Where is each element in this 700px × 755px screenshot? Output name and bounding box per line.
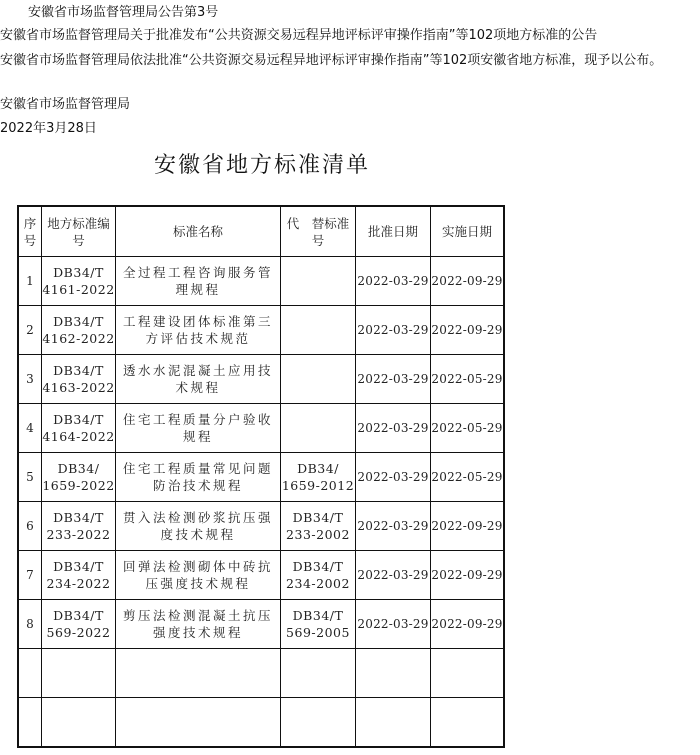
row-effective: 2022-09-29 [431,551,505,600]
header-effective: 实施日期 [431,206,505,257]
standards-table [17,205,505,748]
row-no: 5 [18,453,42,502]
row-no: 7 [18,551,42,600]
row-name: 回弹法检测砌体中砖抗压强度技术规程 [116,551,281,600]
announcement-number: 安徽省市场监督管理局公告第3号 [28,5,219,20]
header-replaced: 代 替标准号 [281,206,356,257]
row-code [42,698,116,748]
table-row [18,600,504,649]
row-replaced [281,649,356,698]
row-effective [431,698,505,748]
row-name: 全过程工程咨询服务管理规程 [116,257,281,306]
row-replaced: DB34/T 234-2002 [281,551,356,600]
row-code: DB34/T 234-2022 [42,551,116,600]
row-approved: 2022-03-29 [356,257,431,306]
row-code: DB34/T 233-2022 [42,502,116,551]
row-effective: 2022-05-29 [431,453,505,502]
list-title: 安徽省地方标准清单 [153,153,370,178]
row-name: 透水水泥混凝土应用技术规程 [116,355,281,404]
row-name: 住宅工程质量常见问题防治技术规程 [116,453,281,502]
row-name: 剪压法检测混凝土抗压强度技术规程 [116,600,281,649]
issuer: 安徽省市场监督管理局 [0,97,131,112]
table-row [18,355,504,404]
table-row-empty [18,649,504,698]
row-replaced [281,355,356,404]
row-approved [356,649,431,698]
row-approved: 2022-03-29 [356,502,431,551]
row-replaced: DB34/ 1659-2012 [281,453,356,502]
row-name: 住宅工程质量分户验收规程 [116,404,281,453]
row-no [18,649,42,698]
row-code: DB34/T 4163-2022 [42,355,116,404]
row-name: 贯入法检测砂浆抗压强度技术规程 [116,502,281,551]
row-approved: 2022-03-29 [356,600,431,649]
row-effective [431,649,505,698]
row-replaced [281,404,356,453]
announcement-headline: 安徽省市场监督管理局关于批准发布“公共资源交易远程异地评标评审操作指南”等102项地方标准的公告 [0,28,598,43]
row-no: 3 [18,355,42,404]
table-header-row [18,206,504,257]
row-no: 6 [18,502,42,551]
row-approved: 2022-03-29 [356,551,431,600]
row-name [116,698,281,748]
row-effective: 2022-05-29 [431,404,505,453]
header-no: 序号 [18,206,42,257]
row-code: DB34/T 4164-2022 [42,404,116,453]
row-effective: 2022-09-29 [431,600,505,649]
table-row-empty [18,698,504,748]
table-row [18,404,504,453]
row-effective: 2022-09-29 [431,257,505,306]
row-code [42,649,116,698]
row-code: DB34/T 4161-2022 [42,257,116,306]
row-approved [356,698,431,748]
row-replaced [281,698,356,748]
table-row [18,551,504,600]
row-approved: 2022-03-29 [356,404,431,453]
header-approved: 批准日期 [356,206,431,257]
row-no: 4 [18,404,42,453]
row-replaced [281,257,356,306]
row-approved: 2022-03-29 [356,453,431,502]
row-approved: 2022-03-29 [356,355,431,404]
row-no: 2 [18,306,42,355]
row-approved: 2022-03-29 [356,306,431,355]
row-code: DB34/T 569-2022 [42,600,116,649]
issue-date: 2022年3月28日 [0,121,97,136]
row-effective: 2022-05-29 [431,355,505,404]
table-row [18,257,504,306]
table-row [18,306,504,355]
row-effective: 2022-09-29 [431,306,505,355]
header-code: 地方标准编 号 [42,206,116,257]
row-no: 1 [18,257,42,306]
table-row [18,502,504,551]
announcement-body: 安徽省市场监督管理局依法批准“公共资源交易远程异地评标评审操作指南”等102项安徽省地方标准，现予以公布。 [0,53,663,68]
header-name: 标准名称 [116,206,281,257]
row-replaced [281,306,356,355]
row-effective: 2022-09-29 [431,502,505,551]
table-row [18,453,504,502]
row-replaced: DB34/T 233-2002 [281,502,356,551]
row-code: DB34/ 1659-2022 [42,453,116,502]
row-name: 工程建设团体标准第三方评估技术规范 [116,306,281,355]
row-name [116,649,281,698]
row-no [18,698,42,748]
row-code: DB34/T 4162-2022 [42,306,116,355]
row-replaced: DB34/T 569-2005 [281,600,356,649]
row-no: 8 [18,600,42,649]
